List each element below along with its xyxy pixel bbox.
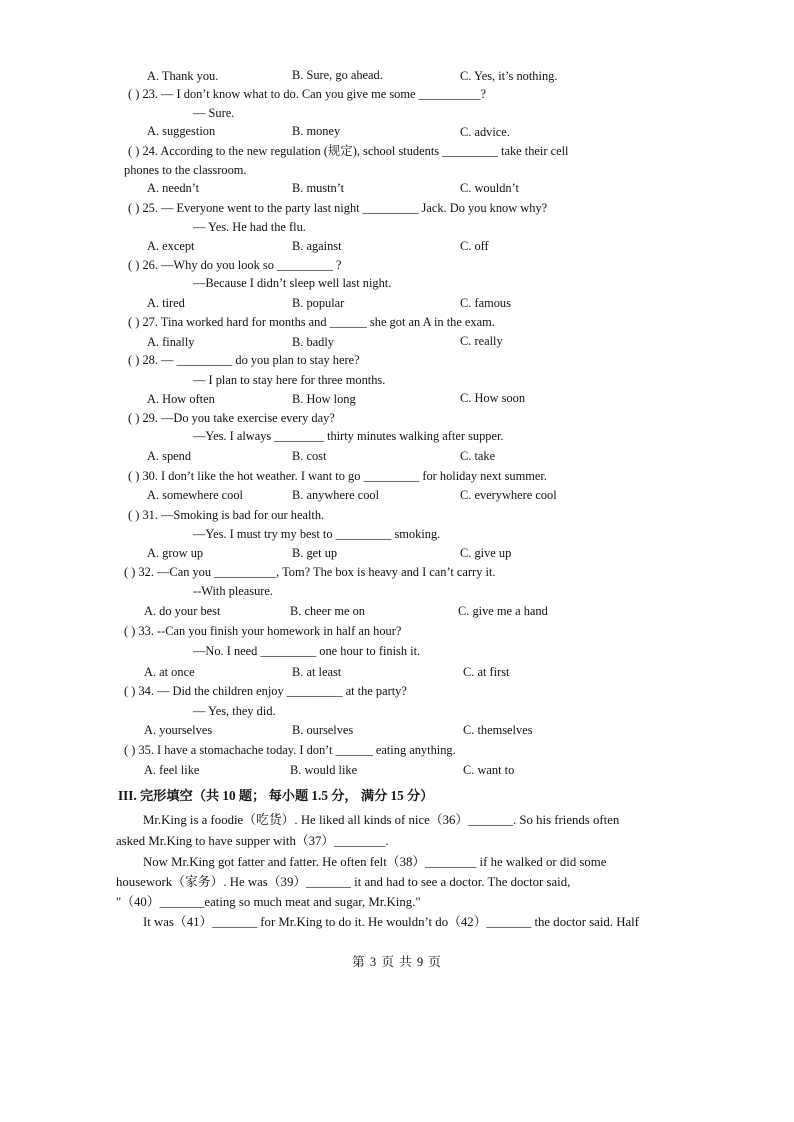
answer-option: A. yourselves bbox=[144, 723, 213, 737]
answer-option: B. Sure, go ahead. bbox=[292, 68, 383, 82]
answer-option: B. cost bbox=[292, 449, 327, 463]
answer-option: C. everywhere cool bbox=[460, 488, 557, 502]
answer-option: C. advice. bbox=[460, 125, 510, 139]
answer-option: A. do your best bbox=[144, 604, 221, 618]
question-line: ( ) 32. —Can you __________, Tom? The box is heavy and I can’t carry it. bbox=[124, 565, 496, 579]
answer-option: A. suggestion bbox=[147, 124, 216, 138]
answer-option: A. Thank you. bbox=[147, 69, 219, 83]
answer-option: C. really bbox=[460, 334, 503, 348]
answer-option: A. feel like bbox=[144, 763, 200, 777]
question-line: --With pleasure. bbox=[193, 584, 274, 598]
question-line: ( ) 31. —Smoking is bad for our health. bbox=[128, 508, 325, 522]
question-line: — Yes, they did. bbox=[193, 704, 276, 718]
question-line: — I plan to stay here for three months. bbox=[193, 373, 386, 387]
answer-option: C. give up bbox=[460, 546, 512, 560]
page-footer: 第 3 页 共 9 页 bbox=[352, 955, 442, 969]
answer-option: A. spend bbox=[147, 449, 192, 463]
question-line: ( ) 30. I don’t like the hot weather. I want to go _________ for holiday next summer. bbox=[128, 469, 547, 483]
answer-option: A. somewhere cool bbox=[147, 488, 243, 502]
question-line: —No. I need _________ one hour to finish it. bbox=[193, 644, 421, 658]
answer-option: A. finally bbox=[147, 335, 195, 349]
answer-option: A. at once bbox=[144, 665, 195, 679]
answer-option: C. famous bbox=[460, 296, 511, 310]
answer-option: C. want to bbox=[463, 763, 515, 777]
paragraph-line: It was（41）_______ for Mr.King to do it. He wouldn’t do（42）_______ the doctor said. Half bbox=[143, 915, 639, 929]
question-line: ( ) 35. I have a stomachache today. I don’t ______ eating anything. bbox=[124, 743, 456, 757]
answer-option: C. themselves bbox=[463, 723, 533, 737]
question-line: ( ) 28. — _________ do you plan to stay here? bbox=[128, 353, 360, 367]
answer-option: A. except bbox=[147, 239, 195, 253]
question-line: ( ) 29. —Do you take exercise every day? bbox=[128, 411, 335, 425]
section-heading: III. 完形填空（共 10 题； 每小题 1.5 分， 满分 15 分） bbox=[118, 788, 434, 803]
answer-option: B. badly bbox=[292, 335, 334, 349]
paragraph-line: asked Mr.King to have supper with（37）________. bbox=[116, 834, 389, 848]
question-line: ( ) 26. —Why do you look so _________ ? bbox=[128, 258, 342, 272]
paragraph-line: Mr.King is a foodie（吃货）. He liked all kinds of nice（36）_______. So his friends often bbox=[143, 813, 620, 827]
question-line: ( ) 27. Tina worked hard for months and ______ she got an A in the exam. bbox=[128, 315, 495, 329]
answer-option: B. would like bbox=[290, 763, 358, 777]
answer-option: B. popular bbox=[292, 296, 345, 310]
question-line: ( ) 25. — Everyone went to the party last night _________ Jack. Do you know why? bbox=[128, 201, 548, 215]
question-line: phones to the classroom. bbox=[124, 163, 247, 177]
answer-option: C. give me a hand bbox=[458, 604, 548, 618]
answer-option: C. at first bbox=[463, 665, 510, 679]
paragraph-line: Now Mr.King got fatter and fatter. He often felt（38）________ if he walked or did some bbox=[143, 855, 607, 869]
answer-option: A. How often bbox=[147, 392, 215, 406]
answer-option: A. grow up bbox=[147, 546, 204, 560]
answer-option: C. wouldn’t bbox=[460, 181, 519, 195]
question-line: ( ) 33. --Can you finish your homework in half an hour? bbox=[124, 624, 402, 638]
answer-option: C. Yes, it’s nothing. bbox=[460, 69, 558, 83]
question-line: —Yes. I must try my best to _________ smoking. bbox=[193, 527, 441, 541]
answer-option: B. at least bbox=[292, 665, 342, 679]
question-line: —Yes. I always ________ thirty minutes walking after supper. bbox=[193, 429, 504, 443]
answer-option: C. take bbox=[460, 449, 496, 463]
answer-option: B. mustn’t bbox=[292, 181, 345, 195]
question-line: ( ) 24. According to the new regulation (规定), school students _________ take their cell bbox=[128, 144, 569, 158]
answer-option: B. get up bbox=[292, 546, 338, 560]
answer-option: B. cheer me on bbox=[290, 604, 366, 618]
question-line: ( ) 34. — Did the children enjoy _________ at the party? bbox=[124, 684, 407, 698]
question-line: ( ) 23. — I don’t know what to do. Can you give me some __________? bbox=[128, 87, 487, 101]
answer-option: C. off bbox=[460, 239, 489, 253]
answer-option: A. needn’t bbox=[147, 181, 200, 195]
question-line: —Because I didn’t sleep well last night. bbox=[193, 276, 392, 290]
answer-option: B. anywhere cool bbox=[292, 488, 380, 502]
answer-option: A. tired bbox=[147, 296, 185, 310]
answer-option: B. money bbox=[292, 124, 341, 138]
answer-option: B. How long bbox=[292, 392, 356, 406]
answer-option: C. How soon bbox=[460, 391, 526, 405]
answer-option: B. against bbox=[292, 239, 342, 253]
paragraph-line: housework（家务）. He was（39）_______ it and had to see a doctor. The doctor said, bbox=[116, 875, 571, 889]
answer-option: B. ourselves bbox=[292, 723, 354, 737]
question-line: — Sure. bbox=[193, 106, 235, 120]
question-line: — Yes. He had the flu. bbox=[193, 220, 306, 234]
paragraph-line: "（40）_______eating so much meat and sugar, Mr.King." bbox=[116, 895, 421, 909]
